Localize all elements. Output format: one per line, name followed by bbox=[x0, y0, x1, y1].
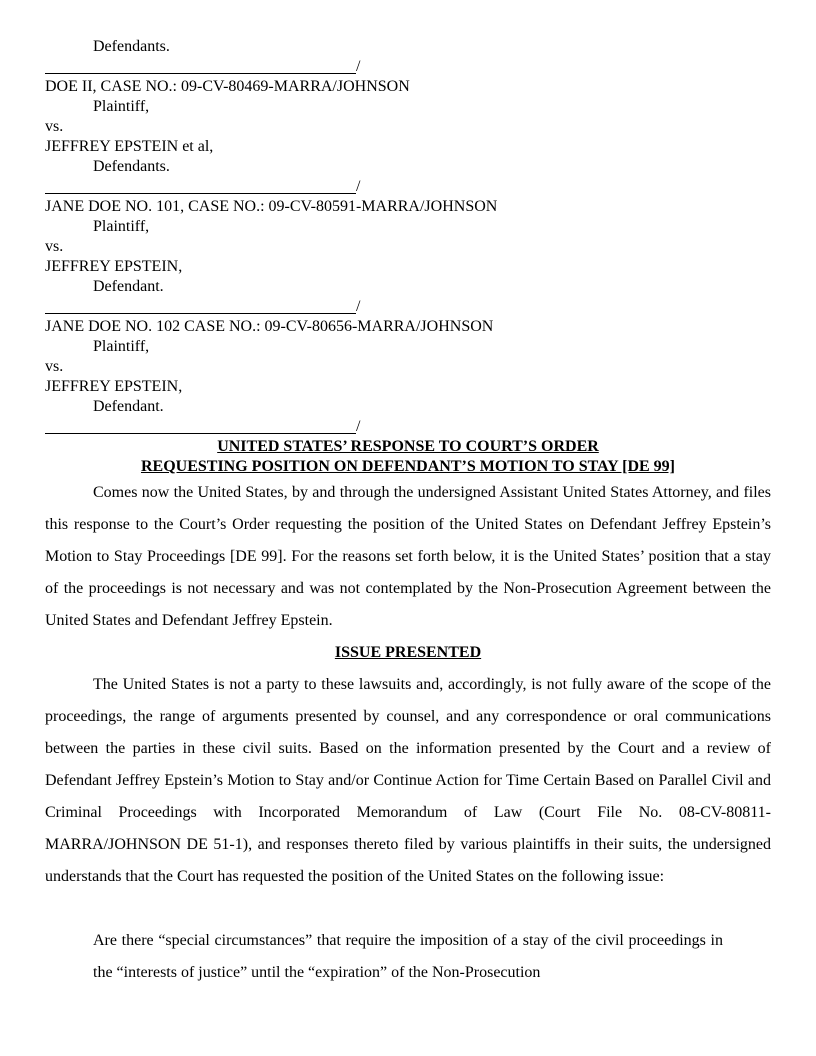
document-title-line2: REQUESTING POSITION ON DEFENDANT’S MOTION TO STAY [DE 99] bbox=[140, 458, 676, 475]
defendant-name: JEFFREY EPSTEIN et al, bbox=[45, 138, 214, 155]
caption-divider bbox=[45, 433, 356, 434]
plaintiff-label: Plaintiff, bbox=[93, 98, 150, 115]
defendant-name: JEFFREY EPSTEIN, bbox=[45, 378, 183, 395]
caption-slash: / bbox=[356, 178, 361, 195]
issue-paragraph: The United States is not a party to these lawsuits and, accordingly, is not fully aware of the scope of the proceedings, the range of arguments presented by counsel, and any correspondence or oral communications between the parties in these civil suits. Based on the information presented by the Court and a review of Defendant Jeffrey Epstein’s Motion to Stay and/or Continue Action for Time Certain Based on Parallel Civil and Criminal Proceedings with Incorporated Memorandum of Law (Court File No. 08-CV-80811-MARRA/JOHNSON DE 51-1), and responses thereto filed by various plaintiffs in their suits, the undersigned understands that the Court has requested the position of the United States on the following issue: bbox=[45, 676, 771, 885]
caption-slash: / bbox=[356, 58, 361, 75]
case-title: JANE DOE NO. 102 CASE NO.: 09-CV-80656-MARRA/JOHNSON bbox=[45, 318, 494, 335]
versus-label: vs. bbox=[45, 238, 64, 255]
plaintiff-label: Plaintiff, bbox=[93, 218, 150, 235]
defendant-role: Defendants. bbox=[93, 158, 170, 175]
versus-label: vs. bbox=[45, 118, 64, 135]
caption-slash: / bbox=[356, 298, 361, 315]
plaintiff-label: Plaintiff, bbox=[93, 338, 150, 355]
case-title: JANE DOE NO. 101, CASE NO.: 09-CV-80591-MARRA/JOHNSON bbox=[45, 198, 498, 215]
issue-presented-heading: ISSUE PRESENTED bbox=[334, 644, 482, 661]
caption-slash: / bbox=[356, 418, 361, 435]
caption-divider bbox=[45, 313, 356, 314]
defendant-role: Defendant. bbox=[93, 278, 164, 295]
versus-label: vs. bbox=[45, 358, 64, 375]
block-quote: Are there “special circumstances” that require the imposition of a stay of the civil proceedings in the “interests of justice” until the “expiration” of the Non-Prosecution bbox=[93, 932, 723, 981]
defendant-name: JEFFREY EPSTEIN, bbox=[45, 258, 183, 275]
document-title-line1: UNITED STATES’ RESPONSE TO COURT’S ORDER bbox=[217, 438, 599, 455]
case-title: DOE II, CASE NO.: 09-CV-80469-MARRA/JOHNSON bbox=[45, 78, 410, 95]
caption-divider bbox=[45, 73, 356, 74]
intro-paragraph: Comes now the United States, by and through the undersigned Assistant United States Attorney, and files this response to the Court’s Order requesting the position of the United States on Defendant Jeffrey Epstein’s Motion to Stay Proceedings [DE 99]. For the reasons set forth below, it is the United States’ position that a stay of the proceedings is not necessary and was not contemplated by the Non-Prosecution Agreement between the United States and Defendant Jeffrey Epstein. bbox=[45, 484, 771, 629]
defendants-label: Defendants. bbox=[93, 38, 170, 55]
defendant-role: Defendant. bbox=[93, 398, 164, 415]
caption-divider bbox=[45, 193, 356, 194]
